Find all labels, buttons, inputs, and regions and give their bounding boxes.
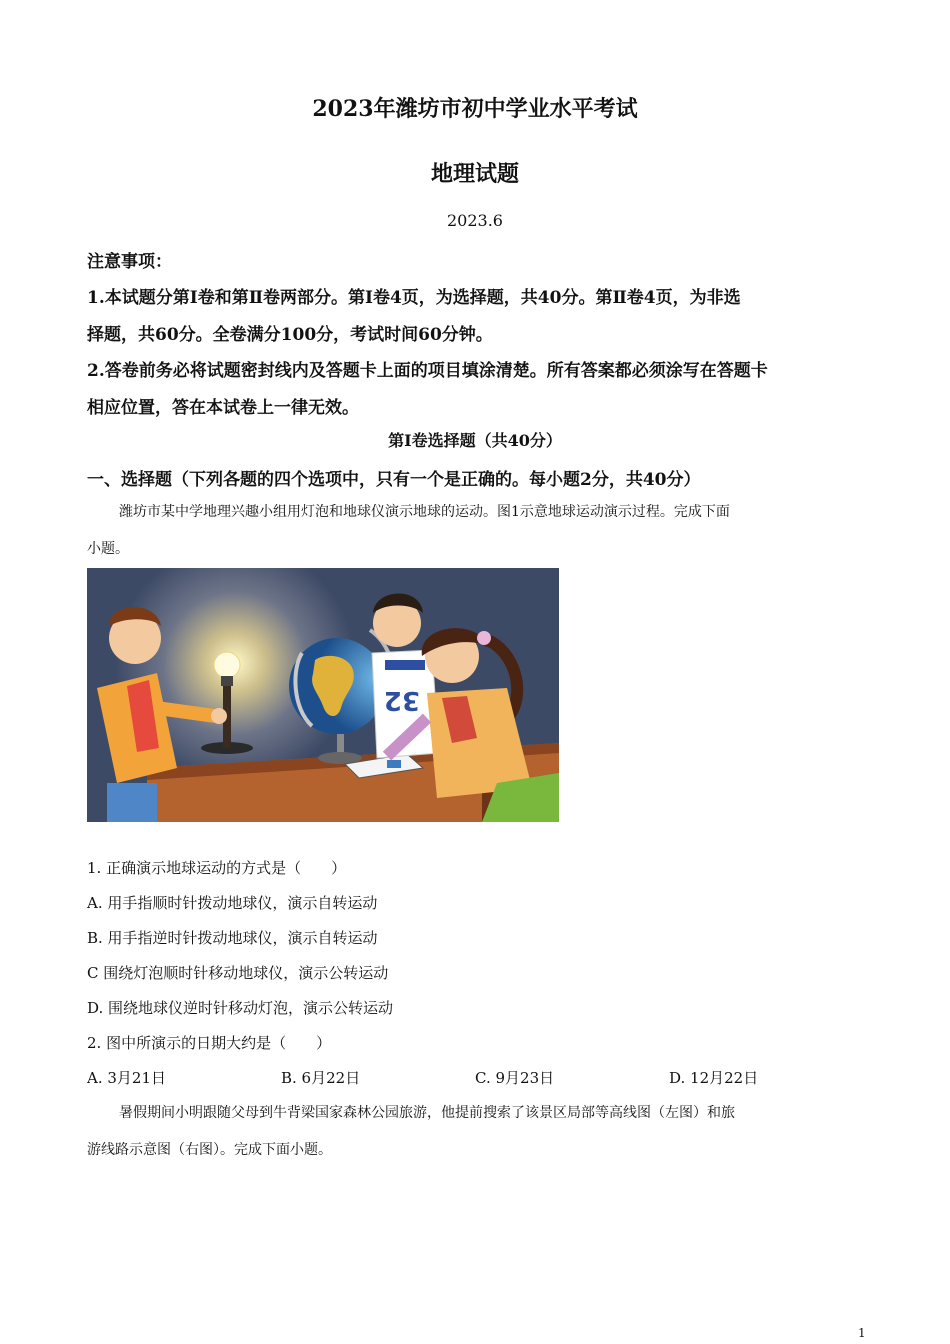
question-1-option-d[interactable]: D. 围绕地球仪逆时针移动灯泡，演示公转运动 [87,999,394,1017]
question-2-option-d[interactable]: D. 12月22日 [669,1069,759,1087]
notice-item1-line2: 择题，共60分。全卷满分100分，考试时间60分钟。 [87,325,493,345]
intro-line1: 潍坊市某中学地理兴趣小组用灯泡和地球仪演示地球的运动。图1示意地球运动演示过程。完成下面 [119,504,730,520]
book-picture [387,760,401,768]
page-number: 1 [858,1326,866,1340]
question-2-option-c[interactable]: C. 9月23日 [475,1069,555,1087]
exam-date: 2023.6 [447,211,503,230]
part-title: 第Ⅰ卷选择题（共40分） [388,431,562,450]
boy-left-arm [157,708,215,716]
question-2-option-a[interactable]: A. 3月21日 [87,1069,166,1087]
question-1-option-b[interactable]: B. 用手指逆时针拨动地球仪，演示自转运动 [87,929,378,947]
question-1-option-a[interactable]: A. 用手指顺时针拨动地球仪，演示自转运动 [87,894,378,912]
girl-hair-tie [477,631,491,645]
notice-item1-line1: 1.本试题分第Ⅰ卷和第Ⅱ卷两部分。第Ⅰ卷4页，为选择题，共40分。第Ⅱ卷4页，为非选 [87,288,741,308]
question-1-option-c[interactable]: C 围绕灯泡顺时针移动地球仪，演示公转运动 [87,964,389,982]
figure-earth-demo [87,568,559,822]
question-2-stem: 2. 图中所演示的日期大约是（ ） [87,1034,332,1052]
boy-left-hand [211,708,227,724]
question-1-stem: 1. 正确演示地球运动的方式是（ ） [87,859,347,877]
earth-demo-illustration [87,568,559,822]
exam-title: 2023年潍坊市初中学业水平考试 [312,96,638,122]
passage2-line1: 暑假期间小明跟随父母到牛背梁国家森林公园旅游，他提前搜索了该景区局部等高线图（左图）和旅 [119,1105,735,1121]
intro-line2: 小题。 [87,541,129,557]
boy-center-shirt-stripe [385,660,425,670]
notice-item2-line2: 相应位置，答在本试卷上一律无效。 [87,398,359,418]
passage2-line2: 游线路示意图（右图）。完成下面小题。 [87,1142,332,1158]
exam-subtitle: 地理试题 [430,161,519,187]
shirt-number: 32 [383,685,420,715]
bulb-socket [221,676,233,686]
question-2-option-b[interactable]: B. 6月22日 [281,1069,361,1087]
notice-item2-line1: 2.答卷前务必将试题密封线内及答题卡上面的项目填涂清楚。所有答案都必须涂写在答题卡 [87,361,768,381]
light-bulb [214,652,240,678]
section-heading: 一、选择题（下列各题的四个选项中，只有一个是正确的。每小题2分，共40分） [87,470,701,490]
boy-left-pants [107,783,157,822]
notice-heading: 注意事项： [87,252,172,272]
